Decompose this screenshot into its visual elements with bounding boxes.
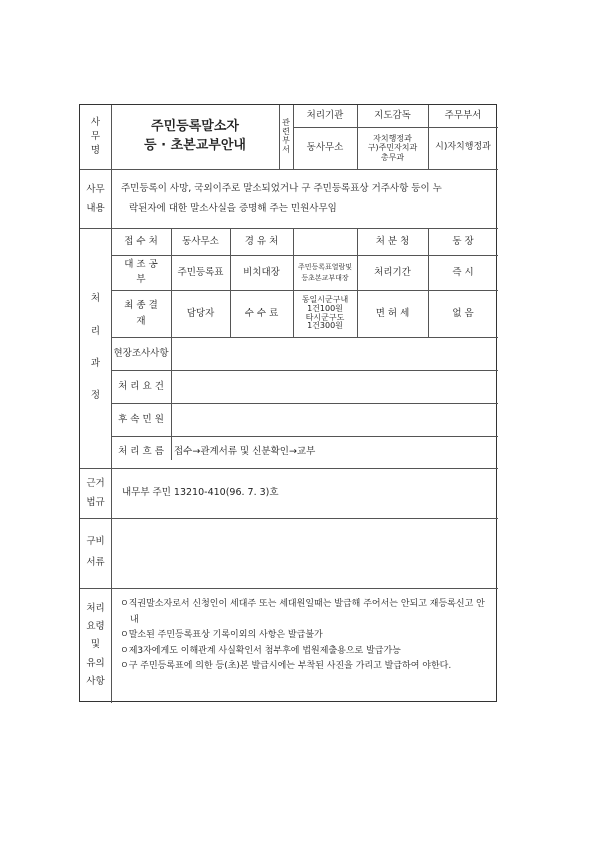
label-char: 과 [90,358,101,369]
supervision-value [357,127,428,169]
fee-line: 동일시군구내 [301,294,349,304]
label-char: 처 [90,293,101,305]
note-item: ㅇ말소된 주민등록표상 기록이외의 사항은 발급불가 [120,630,323,640]
label-char: 정 [90,390,101,402]
label-line: 대 조 공 [124,259,158,271]
note-item: ㅇ구 주민등록표에 의한 등(초)본 발급시에는 부착된 사진을 가리고 발급하여 야한다. [120,661,452,671]
authority-label: 처 분 청 [375,235,410,247]
license-tax-value: 없 음 [452,307,474,319]
processing-period-label: 처리기간 [374,266,411,278]
reference-ledger-label [111,255,171,290]
label-char: 명 [90,145,101,157]
process-flow-label: 처 리 흐 름 [118,446,164,458]
via-label: 경 유 처 [244,235,279,247]
document-form [79,104,497,702]
basis-text: 내무부 주민 13210-410(96. 7. 3)호 [122,487,279,499]
label-char: 리 [90,325,101,337]
notes-list [118,597,493,675]
office-title [111,105,279,169]
label-char: 사 [90,116,101,128]
basis-label [80,468,111,518]
requirements-label: 처 리 요 건 [118,380,164,392]
content-line: 주민등록이 사망, 국외이주로 말소되었거나 구 주민등록표상 거주사항 등이 누 [121,182,442,194]
related-dept-label [279,105,293,169]
content-line: 락된자에 대한 말소사실을 증명해 주는 민원사무임 [129,202,337,214]
supervision-line: 자치행정과 [373,134,412,144]
office-name-label [80,105,111,169]
follow-up-label: 후 속 민 원 [118,413,164,425]
label-char: 서류 [86,557,105,568]
final-approval-value: 담당자 [186,307,215,319]
fee-line: 1건300원 [307,321,343,331]
office-title-line: 등 · 초본교부안내 [144,138,246,153]
ledger-value [293,255,357,290]
label-char: 유의 [86,657,105,669]
process-flow-value: 접수→관계서류 및 신분확인→교부 [174,446,316,458]
label-char: 법규 [86,497,105,508]
label-char: 근거 [86,478,105,489]
note-item: ㅇ제3자에게도 이해관계 사실확인서 첨부후에 법원제출용으로 발급가능 [120,645,401,656]
authority-value: 동 장 [452,235,474,247]
processing-org-value: 동사무소 [306,142,344,154]
ledger-label: 비치대장 [243,266,280,278]
fee-value [293,290,357,337]
label-char: 및 [90,639,101,651]
site-survey-label: 현장조사사항 [113,347,169,359]
final-approval-label [111,290,171,337]
supervision-line: 구)주민자치과 [367,143,418,153]
office-title-line: 주민등록말소자 [151,119,239,135]
divider [80,518,498,519]
notes-label [80,588,111,703]
label-char: 요령 [86,621,105,633]
fee-label: 수 수 료 [244,307,279,319]
processing-period-value: 즉 시 [452,266,474,278]
documents-label [80,518,111,588]
processing-org-header: 처리기관 [306,110,344,122]
label-char: 부서 [282,136,290,154]
supervision-header: 지도감독 [374,110,411,122]
lead-dept-value: 시)자치행정과 [435,142,491,153]
note-item: ㅇ직권말소자로서 신청인이 세대주 또는 세대원일때는 발급해 주어서는 안되고 재등록신고 안내 [120,599,485,625]
divider [80,588,498,589]
label-char: 무 [90,130,101,142]
ledger-line: 등초본교부대장 [301,273,349,282]
reception-label: 접 수 처 [124,235,158,247]
content-text [117,169,495,228]
content-label [80,169,111,228]
label-char: 처리 [86,603,105,615]
process-label [80,228,111,468]
lead-dept-header: 주무부서 [444,110,482,122]
label-line: 최 종 결 [124,300,158,312]
label-char: 관련 [282,118,290,137]
fee-line: 1건100원 [307,303,343,313]
reception-value: 동사무소 [182,235,219,247]
label-line: 부 [136,273,146,285]
supervision-line: 총무과 [380,152,405,162]
label-char: 내용 [86,202,105,214]
label-line: 재 [136,315,146,327]
label-char: 사항 [86,675,105,687]
via-value [293,228,357,255]
reference-ledger-value: 주민등록표 [177,266,224,278]
license-tax-label: 면 허 세 [375,307,410,319]
fee-line: 타시군구도 [305,312,345,322]
label-char: 구비 [86,536,105,548]
ledger-line: 주민등록표열람및 [297,263,353,271]
label-char: 사무 [86,183,105,195]
